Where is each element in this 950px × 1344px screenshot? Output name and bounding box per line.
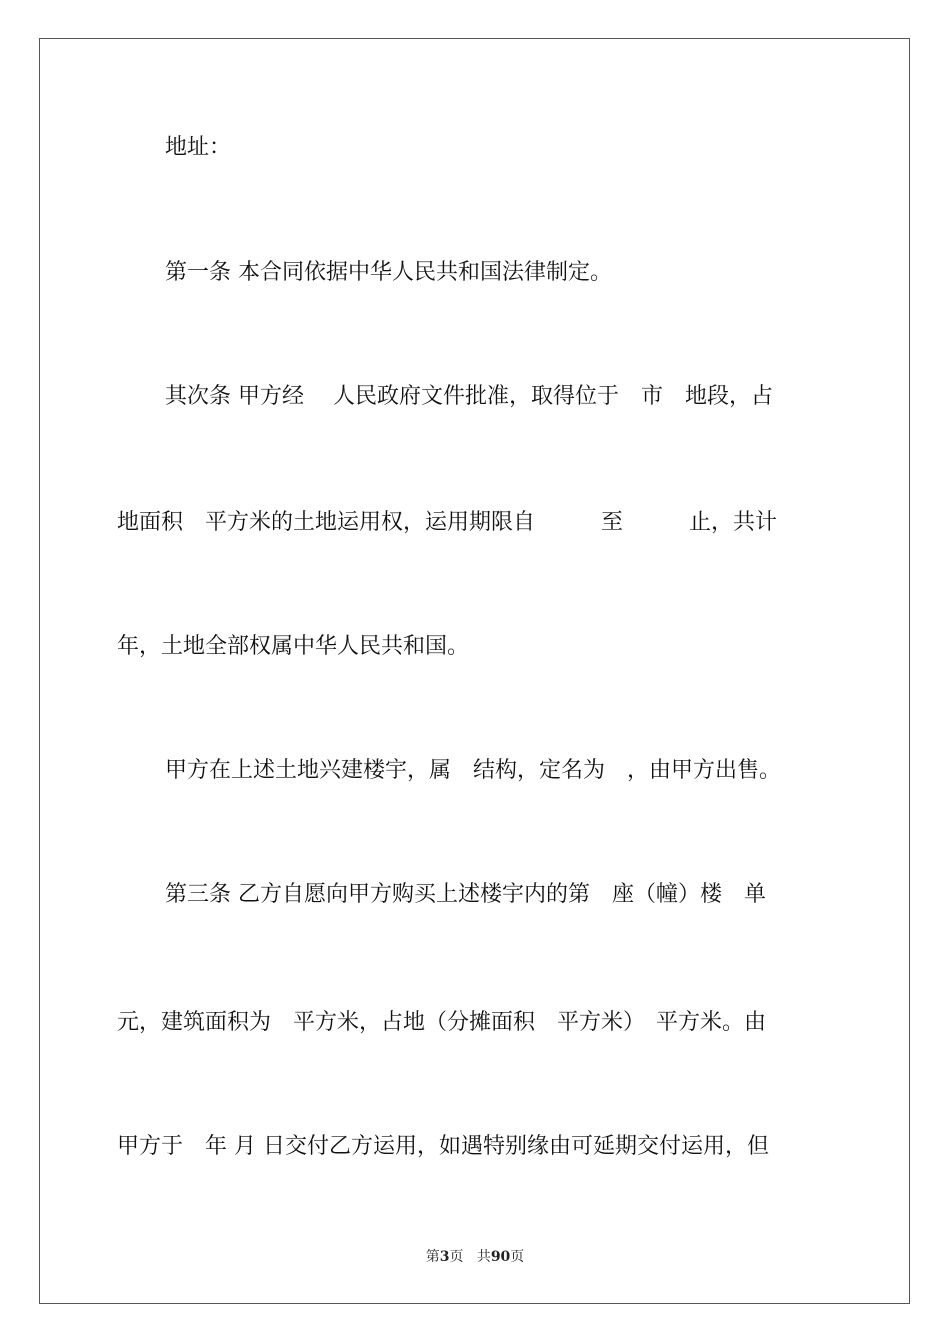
document-line-address: 地址： [165, 135, 232, 160]
document-line-article-2: 其次条 甲方经 人民政府文件批准，取得位于 市 地段，占 [165, 384, 773, 409]
footer-total-prefix: 共 [476, 1249, 491, 1265]
document-line-land-ownership: 年，土地全部权属中华人民共和国。 [117, 634, 470, 659]
document-line-delivery: 甲方于 年 月 日交付乙方运用，如遇特别缘由可延期交付运用，但 [117, 1134, 769, 1159]
footer-page-number: 3 [439, 1249, 450, 1265]
footer-total-suffix: 页 [510, 1249, 525, 1265]
document-line-land-area: 地面积 平方米的土地运用权，运用期限自 至 止，共计 [117, 510, 778, 535]
footer-page-prefix: 第 [425, 1249, 440, 1265]
footer-total-number: 90 [490, 1249, 511, 1265]
page-border [39, 38, 910, 1304]
footer-page-suffix: 页 [449, 1249, 464, 1265]
document-line-building: 甲方在上述土地兴建楼宇，属 结构，定名为 ，由甲方出售。 [165, 758, 782, 783]
page-footer [0, 1248, 950, 1266]
document-line-article-1: 第一条 本合同依据中华人民共和国法律制定。 [165, 260, 612, 285]
document-line-building-area: 元，建筑面积为 平方米，占地（分摊面积 平方米） 平方米。由 [117, 1010, 767, 1035]
document-line-article-3: 第三条 乙方自愿向甲方购买上述楼宇内的第 座（幢）楼 单 [165, 882, 766, 907]
